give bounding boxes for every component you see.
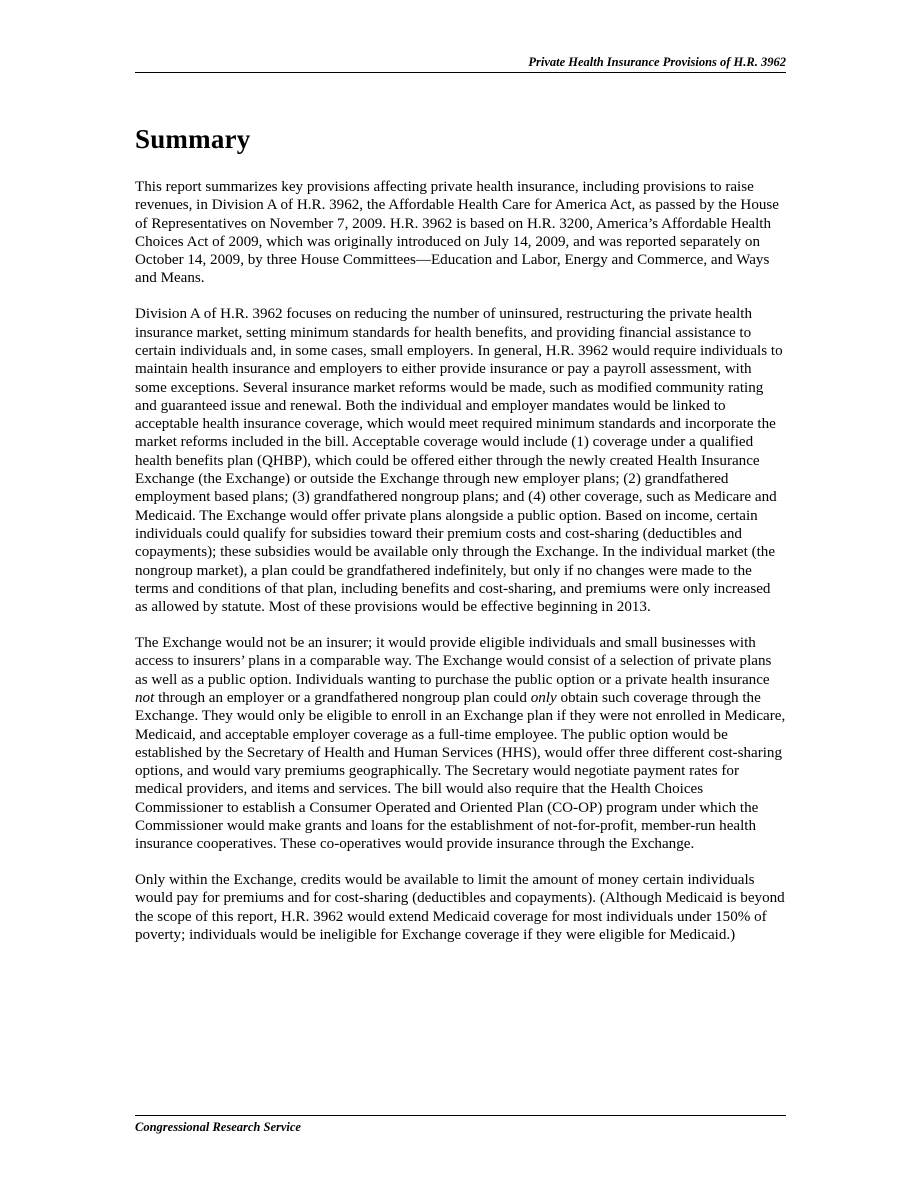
- emphasis-not: not: [135, 689, 155, 706]
- paragraph-3-text-3: obtain such coverage through the Exchange. They would only be eligible to enroll in an Exchange plan if they were not enrolled in Medicare, Medicaid, and acceptable employer coverage as a full-time employee. The public option would be established by the Secretary of Health and Human Services (HHS), would offer three different cost-sharing options, and would vary premiums geographically. The Secretary would negotiate payment rates for medical providers, and items and services. The bill would also require that the Health Choices Commissioner to establish a Consumer Operated and Oriented Plan (CO-OP) program under which the Commissioner would make grants and loans for the establishment of not-for-profit, member-run health insurance cooperatives. These co-operatives would provide insurance through the Exchange.: [135, 689, 786, 853]
- section-heading: Summary: [135, 124, 251, 154]
- footer-organization: Congressional Research Service: [135, 1120, 301, 1134]
- summary-paragraph-4: Only within the Exchange, credits would be available to limit the amount of money certain individuals would pay for premiums and for cost-sharing (deductibles and copayments). (Although Medicaid is beyond the scope of this report, H.R. 3962 would extend Medicaid coverage for most individuals under 150% of poverty; individuals would be ineligible for Exchange coverage if they were eligible for Medicaid.): [135, 872, 785, 944]
- summary-body: [135, 178, 786, 962]
- paragraph-3-text-2: through an employer or a grandfathered nongroup plan could: [154, 689, 531, 706]
- summary-paragraph-2: Division A of H.R. 3962 focuses on reducing the number of uninsured, restructuring the private health insurance market, setting minimum standards for health benefits, and providing financial assistance to certain individuals and, in some cases, small employers. In general, H.R. 3962 would require individuals to maintain health insurance and employers to either provide insurance or pay a payroll assessment, with some exceptions. Several insurance market reforms would be made, such as modified community rating and guaranteed issue and renewal. Both the individual and employer mandates would be linked to acceptable health insurance coverage, which would meet required minimum standards and incorporate the market reforms included in the bill. Acceptable coverage would include (1) coverage under a qualified health benefits plan (QHBP), which could be offered either through the newly created Health Insurance Exchange (the Exchange) or outside the Exchange through new employer plans; (2) grandfathered employment based plans; (3) grandfathered nongroup plans; and (4) other coverage, such as Medicare and Medicaid. The Exchange would offer private plans alongside a public option. Based on income, certain individuals could qualify for subsidies toward their premium costs and cost-sharing (deductibles and copayments); these subsidies would be available only through the Exchange. In the individual market (the nongroup market), a plan could be grandfathered indefinitely, but only if no changes were made to the terms and conditions of that plan, including benefits and cost-sharing, and premiums were only increased as allowed by statute. Most of these provisions would be effective beginning in 2013.: [135, 306, 783, 616]
- paragraph-3-text-1: The Exchange would not be an insurer; it would provide eligible individuals and small businesses with access to insurers’ plans in a comparable way. The Exchange would consist of a selection of private plans as well as a public option. Individuals wanting to purchase the public option or a private health insurance: [135, 635, 772, 688]
- summary-paragraph-1: This report summarizes key provisions affecting private health insurance, including provisions to raise revenues, in Division A of H.R. 3962, the Affordable Health Care for America Act, as passed by the House of Representatives on November 7, 2009. H.R. 3962 is based on H.R. 3200, America’s Affordable Health Choices Act of 2009, which was originally introduced on July 14, 2009, and was reported separately on October 14, 2009, by three House Committees—Education and Labor, Energy and Commerce, and Ways and Means.: [135, 179, 779, 287]
- running-header: Private Health Insurance Provisions of H.R. 3962: [528, 55, 786, 69]
- footer-rule: [135, 1115, 786, 1116]
- emphasis-only: only: [530, 689, 557, 706]
- summary-paragraph-3: [135, 634, 786, 854]
- header-rule: [135, 72, 786, 73]
